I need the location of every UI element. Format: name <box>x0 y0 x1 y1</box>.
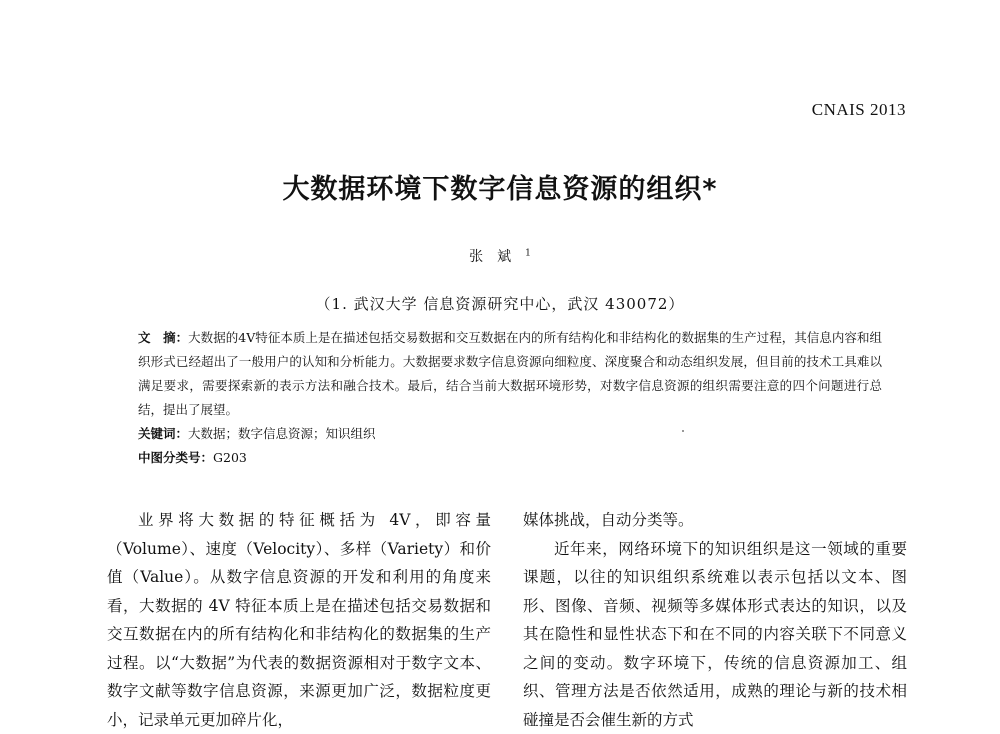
keywords-line <box>138 422 882 446</box>
abstract-block <box>138 326 882 470</box>
author-affiliation: （1. 武汉大学 信息资源研究中心，武汉 430072） <box>0 293 1000 314</box>
journal-header: CNAIS 2013 <box>812 100 906 120</box>
abstract-paragraph <box>138 326 882 422</box>
abstract-text: 大数据的4V特征本质上是在描述包括交易数据和交互数据在内的所有结构化和非结构化的数据集的生产过程，其信息内容和组织形式已经超出了一般用户的认知和分析能力。大数据要求数字信息资源向细粒度、深度聚合和动态组织发展，但目前的技术工具难以满足要求，需要探索新的表示方法和融合技术。最后，结合当前大数据环境形势，对数字信息资源的组织需要注意的四个问题进行总结，提出了展望。 <box>138 330 882 417</box>
author-line <box>0 246 1000 266</box>
abstract-label: 文 摘： <box>138 330 188 345</box>
scan-speck <box>682 430 684 432</box>
body-paragraph: 近年来，网络环境下的知识组织是这一领域的重要课题，以往的知识组织系统难以表示包括以文本、图形、图像、音频、视频等多媒体形式表达的知识，以及其在隐性和显性状态下和在不同的内容关联下不同意义之间的变动。数字环境下，传统的信息资源加工、组织、管理方法是否依然适用，成熟的理论与新的技术相碰撞是否会催生新的方式 <box>523 535 907 734</box>
classification-text: G203 <box>213 450 247 465</box>
classification-line <box>138 446 882 470</box>
classification-label: 中图分类号： <box>138 450 213 465</box>
body-column-left <box>107 506 491 734</box>
body-paragraph-continued: 媒体挑战，自动分类等。 <box>523 506 907 535</box>
author-name: 张斌 <box>469 249 525 265</box>
keywords-label: 关键词： <box>138 426 188 441</box>
body-columns <box>107 506 907 701</box>
keywords-text: 大数据；数字信息资源；知识组织 <box>188 426 376 441</box>
body-paragraph: 业界将大数据的特征概括为 4V，即容量（Volume）、速度（Velocity）、多样（Variety）和价值（Value）。从数字信息资源的开发和利用的角度来看，大数据的 4V 特征本质上是在描述包括交易数据和交互数据在内的所有结构化和非结构化的数据集的生产过程。以“大数据”为代表的数据资源相对于数字文本、数字文献等数字信息资源，来源更加广泛，数据粒度更小，记录单元更加碎片化， <box>107 506 491 734</box>
paper-title: 大数据环境下数字信息资源的组织* <box>0 167 1000 206</box>
author-superscript: 1 <box>525 248 531 258</box>
body-column-right <box>523 506 907 734</box>
